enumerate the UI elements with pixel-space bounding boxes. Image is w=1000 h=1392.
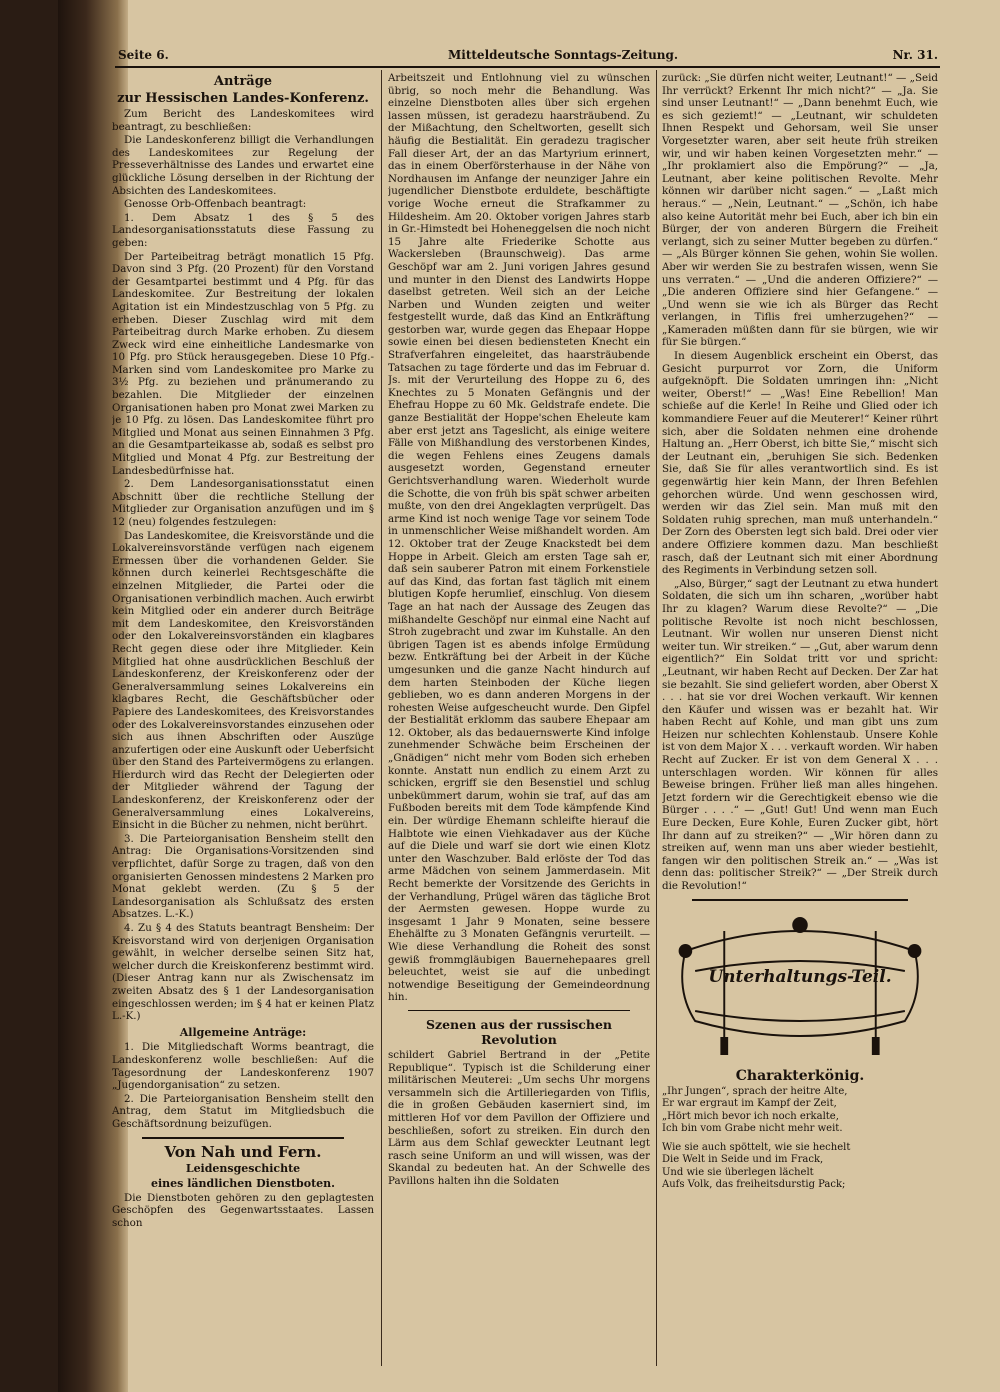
poem-line: Die Welt in Seide und im Frack, [662, 1154, 824, 1166]
poem-line: Er war ergraut im Kampf der Zeit, [662, 1098, 837, 1110]
article-subtitle-dienstboten: eines ländlichen Dienstboten. [151, 1176, 335, 1190]
issue-number: Nr. 31. [892, 48, 938, 62]
paragraph: Genosse Orb-Offenbach beantragt: [124, 198, 307, 211]
poem [662, 1086, 938, 1192]
column-2 [388, 72, 650, 1364]
paragraph: zurück: „Sie dürfen nicht weiter, Leutnant!“ — „Seid Ihr verrückt? Erkennt Ihr mich nicht?“ — „Ja. Sie sind unser Leutnant!“ — „Dann benehmt Euch, wie es sich geziemt!“ — „Leutnant, wir schuldeten Ihnen Respekt und Gehorsam, weil Sie unser Vorgesetzter waren, aber seit heute früh streiken wir, und wir haben keinen Vorgesetzten mehr.“ — „Ihr proklamiert also die Empörung?“ — „Ja, Leutnant, aber keine politischen Revolte. Mehr können wir darüber nicht sagen.“ — „Laßt mich heraus.“ — „Nein, Leutnant.“ — „Schön, ich habe also keine Autorität mehr bei Euch, aber ich bin ein Bürger, der von anderen Bürgern die Freiheit verlangt, sich zu seiner Mutter begeben zu dürfen.“ — „Als Bürger können Sie gehen, wohin Sie wollen. Aber wir werden Sie zu bestrafen wissen, wenn Sie uns verraten.“ — „Und die anderen Offiziere?“ — „Die anderen Offiziere sind hier Gefangene.“ — „Und wenn sie wie ich als Bürger das Recht verlangen, in Tiflis frei umherzugehen?“ — „Kameraden müßten dann für sie bürgen, wie wir für Sie bürgen.“ [662, 72, 938, 349]
column-rule-1 [381, 70, 382, 1366]
paragraph: 3. Die Parteiorganisation Bensheim stellt den Antrag: Die Organisations-Vorsitzenden sind verpflichtet, dafür Sorge zu tragen, daß von den organisierten Genossen mindestens 2 Marken pro Monat geklebt werden. (Zu § 5 der Landesorganisation als Schlußsatz des ersten Absatzes. L.-K.) [112, 832, 374, 921]
paragraph: „Also, Bürger,“ sagt der Leutnant zu etwa hundert Soldaten, die sich um ihn scharen, „worüber habt Ihr zu klagen? Warum diese Revolte?“ — „Die politische Revolte ist noch nicht beschlossen, Leutnant. Wir wollen nur unseren Dienst nicht weiter tun. Wir streiken.“ — „Gut, aber warum denn eigentlich?“ Ein Soldat tritt vor und spricht: „Leutnant, wir haben Recht auf Decken. Der Zar hat sie bezahlt. Sie sind geliefert worden, aber Oberst X . . . hat sie vor drei Wochen verkauft. Wir kennen den Käufer und wissen was er bezahlt hat. Wir haben Recht auf Kohle, und man gibt uns zum Heizen nur schlechten Kohlenstaub. Unsere Kohle ist von dem Major X . . . verkauft worden. Wir haben Recht auf Zucker. Er ist von dem General X . . . unterschlagen worden. Wir können für alles Beweise bringen. Früher ließ man alles hingehen. Jetzt fordern wir die Gerechtigkeit ebenso wie die Bürger . . . .“ — „Gut! Gut! Und wenn man Euch Eure Decken, Eure Kohle, Euren Zucker gibt, hört Ihr dann auf zu streiken?“ — „Wir hören dann zu streiken auf, wenn man uns aber wieder bestiehlt, fangen wir den politischen Streik an.“ — „Was ist denn das: politischer Streik?“ — „Der Streik durch die Revolution!“ [662, 577, 938, 892]
paragraph: Der Parteibeitrag beträgt monatlich 15 Pfg. Davon sind 3 Pfg. (20 Prozent) für den Vorstand der Gesamtpartei bestimmt und 4 Pfg. für das Landeskomitee. Zur Bestreitung der lokalen Agitation ist ein Mindestzuschlag von 5 Pfg. zu erheben. Dieser Zuschlag wird mit dem Parteibeitrag durch Marke erhoben. Zu diesem Zweck wird eine einheitliche Landesmarke von 10 Pfg. pro Stück herausgegeben. Diese 10 Pfg.-Marken sind vom Landeskomitee pro Marke zu 3½ Pfg. zu beziehen und pränumerando zu bezahlen. Die Mitglieder der einzelnen Organisationen haben pro Monat zwei Marken zu je 10 Pfg. zu lösen. Das Landeskomitee führt pro Mitglied und Monat aus seinen Einnahmen 3 Pfg. an die Gesamtparteikasse ab, sodaß es selbst pro Mitglied und Monat 4 Pfg. zur Bestreitung der Landesbedürfnisse hat. [112, 250, 374, 477]
poem-line: „Ihr Jungen“, sprach der heitre Alte, [662, 1085, 848, 1097]
section-title-von-nah-und-fern: Von Nah und Fern. [164, 1142, 322, 1161]
paragraph: 2. Dem Landesorganisationsstatut einen Abschnitt über die rechtliche Stellung der Mitglieder zur Organisation anzufügen und im § 12 (neu) folgendes festzulegen: [112, 478, 374, 528]
paragraph: 2. Die Parteiorganisation Bensheim stellt den Antrag, dem Statut im Mitgliedsbuch die Geschäftsordnung beizufügen. [112, 1092, 374, 1130]
column-rule-2 [656, 70, 657, 1366]
paragraph: Das Landeskomitee, die Kreisvorstände und die Lokalvereinsvorstände verfügen nach eigenem Ermessen über die vorhandenen Gelder. Sie können durch keinerlei Rechtsgeschäfte die einzelnen Mitglieder, die Partei oder die Organisationen verbindlich machen. Auch erwirbt kein Mitglied oder ein anderer durch Beiträge mit dem Landeskomitee, den Kreisvorständen oder den Lokalvereinsvorständen ein klagbares Recht gegen diese oder ihre Mitglieder. Kein Mitglied hat ohne ausdrücklichen Beschluß der Landeskonferenz, der Kreiskonferenz oder der Generalversammlung seines Lokalvereins ein klagbares Recht, die Geschäftsbücher oder Papiere des Landeskomitees, des Kreisvorstandes oder des Lokalvereinsvorstandes einzusehen oder sich aus ihnen Abschriften oder Auszüge anzufertigen oder eine Auskunft oder Ueberfsicht über den Stand des Parteivermögens zu erlangen. Hierdurch wird das Recht der Delegierten oder der Mitglieder während der Tagung der Landeskonferenz, der Kreiskonferenz oder der Generalversammlung eines Lokalvereins, Einsicht in die Bücher zu nehmen, nicht berührt. [112, 529, 374, 832]
column-1 [112, 72, 374, 1364]
subheading-allgemeine-antraege: Allgemeine Anträge: [179, 1025, 307, 1039]
article-title-antraege: Anträge [213, 74, 273, 89]
section-divider [408, 1010, 630, 1011]
paragraph: schildert Gabriel Bertrand in der „Petite Republique“. Typisch ist die Schilderung einer militärischen Meuterei: „Um sechs Uhr morgens versammeln sich die Artilleriegarden von Tiflis, die in großen Gebäuden kaserniert sind, im mittleren Hof vor dem Pavillon der Offiziere und beschließen, sofort zu streiken. Ein durch den Lärm aus dem Schlaf geweckter Leutnant legt rasch seine Uniform an und will wissen, was der Skandal zu bedeuten hat. An der Schwelle des Pavillons halten ihn die Soldaten [388, 1048, 650, 1187]
header-rule [115, 66, 940, 68]
section-divider [692, 899, 908, 901]
newspaper-title: Mitteldeutsche Sonntags-Zeitung. [448, 48, 679, 62]
paragraph: 4. Zu § 4 des Statuts beantragt Bensheim: Der Kreisvorstand wird von derjenigen Organisation gewählt, in welcher derselbe seinen Sitz hat, welcher durch die Kreiskonferenz bestimmt wird. (Dieser Antrag kann nur als Zwischensatz im zweiten Absatz des § 1 der Landesorganisation eingeschlossen werden; im § 4 hat er keinen Platz L.-K.) [112, 922, 374, 1023]
poem-line: Wie sie auch spöttelt, wie sie hechelt [662, 1141, 851, 1153]
article-subtitle-landeskonferenz: zur Hessischen Landes-Konferenz. [117, 91, 369, 106]
section-title-russische-revolution: Szenen aus der russischen Revolution [425, 1016, 613, 1047]
poem-line: Aufs Volk, das freiheitsdurstig Pack; [662, 1179, 846, 1191]
paragraph: Die Dienstboten gehören zu den geplagtesten Geschöpfen des Gegenwartsstaates. Lassen schon [112, 1191, 374, 1229]
article-title-leidensgeschichte: Leidensgeschichte [185, 1161, 301, 1175]
poem-line: Ich bin vom Grabe nicht mehr weit. [662, 1123, 843, 1135]
paragraph: 1. Die Mitgliedschaft Worms beantragt, die Landeskonferenz wolle beschließen: Auf die Tagesordnung der Landeskonferenz 1907 „Jugendorganisation“ zu setzen. [112, 1041, 374, 1092]
column-3 [662, 72, 938, 1364]
poem-line: Und wie sie überlegen lächelt [662, 1166, 814, 1178]
paragraph: In diesem Augenblick erscheint ein Oberst, das Gesicht purpurrot vor Zorn, die Uniform aufgeknöpft. Die Soldaten umringen ihn: „Nicht weiter, Oberst!“ — „Was! Eine Rebellion! Man schieße auf die Kerle! In Reihe und Glied oder ich kommandiere Feuer auf die Meuterer!“ Keiner rührt sich, aber die Soldaten nehmen eine drohende Haltung an. „Herr Oberst, ich bitte Sie,“ mischt sich der Leutnant ein, „beruhigen Sie sich. Bedenken Sie, daß Sie für alles verantwortlich sind. Es ist gegenwärtig hier kein Mann, der Ihren Befehlen gehorchen würde. Und wenn geschossen wird, werden wir das Ziel sein. Man muß mit den Soldaten ruhig sprechen, man muß unterhandeln.“ Der Zorn des Obersten legt sich bald. Drei oder vier andere Offiziere kommen dazu. Man beschließt rasch, daß der Leutnant sich mit einer Abordnung des Regiments in Verbindung setzen soll. [662, 350, 938, 577]
page-number: Seite 6. [118, 48, 169, 62]
unterhaltungs-teil-ornament [666, 911, 934, 1061]
poem-title-charakterkoenig: Charakterkönig. [735, 1067, 865, 1084]
paragraph: Arbeitszeit und Entlohnung viel zu wünschen übrig, so noch mehr die Behandlung. Was einzelne Dienstboten alles über sich ergehen lassen müssen, ist geradezu haarsträubend. Zu der Mißachtung, den Scheltworten, gesellt sich häufig die Bestialität. Ein geradezu tragischer Fall dieser Art, der an das Martyrium erinnert, das in einem Oberförsterhause in der Nähe von Nordhausen im Anfange der neunziger Jahre ein jugendlicher Dienstbote erduldete, beschäftigte vorige Woche erneut die Strafkammer zu Hildesheim. Am 20. Oktober vorigen Jahres starb in Gr.-Himstedt bei Hoheneggelsen die noch nicht 15 Jahre alte Friederike Schotte aus Wackersleben (Braunschweig). Das arme Geschöpf war am 2. Juni vorigen Jahres gesund und munter in den Dienst des Landwirts Hoppe daselbst getreten. Weil sich an der Leiche Narben und Wunden zeigten und weiter festgestellt wurde, daß das Kind an Entkräftung gestorben war, wurde gegen das Ehepaar Hoppe sowie einen bei diesen bediensteten Knecht ein Strafverfahren eingeleitet, das haarsträubende Tatsachen zu tage förderte und das im Februar d. Js. mit der Verurteilung des Hoppe zu 6, des Knechtes zu 5 Monaten Gefängnis und der Ehefrau Hoppe zu 60 Mk. Geldstrafe endete. Die ganze Bestialität der Hoppe'schen Eheleute kam aber erst jetzt ans Tageslicht, als einige weitere Fälle von Mißhandlung des verstorbenen Kindes, die wegen Fehlens eines Zeugens damals ausgesetzt worden, Gegenstand erneuter Gerichtsverhandlung waren. Wiederholt wurde die Schotte, die von früh bis spät schwer arbeiten mußte, von den drei Angeklagten verprügelt. Das arme Kind ist noch wenige Tage vor seinem Tode in unmenschlicher Weise mißhandelt worden. Am 12. Oktober trat der Zeuge Knackstedt bei dem Hoppe in Arbeit. Gleich am ersten Tage sah er, daß sein sauberer Patron mit einem Forkenstiele auf das Kind, das fortan fast täglich mit einem blutigen Kopfe herumlief, einschlug. Von diesem Tage an hat nach der Aussage des Zeugen das mißhandelte Geschöpf nur einmal eine Nacht auf Stroh zugebracht und zwar im Kuhstalle. An den übrigen Tagen ist es abends infolge Ermüdung bezw. Entkräftung bei der Arbeit in der Küche umgesunken und die ganze Nacht hindurch auf dem harten Steinboden der Küche liegen geblieben, wo es dann anderen Morgens in der rohesten Weise aufgescheucht wurde. Den Gipfel der Bestialität erklomm das saubere Ehepaar am 12. Oktober, als das bedauernswerte Kind infolge zunehmender Schwäche beim Erscheinen der „Gnädigen“ nicht mehr vom Boden sich erheben konnte. Anstatt nun endlich zu einem Arzt zu schicken, ergriff sie den Besenstiel und schlug unbekümmert darum, wohin sie traf, auf das am Fußboden bereits mit dem Tode kämpfende Kind ein. Der würdige Ehemann schleifte hierauf die Halbtote wie einen Viehkadaver aus der Küche auf die Diele und warf sie dort wie einen Klotz unter den Waschzuber. Bald erlöste der Tod das arme Mädchen von seinem Jammerdasein. Mit Recht bemerkte der Vorsitzende des Gerichts in der Verhandlung, Prügel wären das tägliche Brot der Aermsten gewesen. Hoppe wurde zu insgesamt 1 Jahr 9 Monaten, seine bessere Ehehälfte zu 3 Monaten Gefängnis verurteilt. — Wie diese Verhandlung die Roheit des sonst gewiß frommgläubigen Bauernehepaares grell beleuchtet, weist sie auf die unbedingt notwendige Beseitigung der Gemeindeordnung hin. [388, 72, 650, 1004]
paragraph: Die Landeskonferenz billigt die Verhandlungen des Landeskomitees zur Regelung der Presseverhältnisse des Landes und erwartet eine glückliche Lösung derselben in der Richtung der Absichten des Landeskomitees. [112, 134, 374, 197]
section-title-unterhaltungs-teil: Unterhaltungs-Teil. [708, 966, 892, 987]
poem-line: „Hört mich bevor ich noch erkalte, [662, 1110, 839, 1122]
paragraph: Zum Bericht des Landeskomitees wird beantragt, zu beschließen: [112, 108, 374, 133]
paragraph: 1. Dem Absatz 1 des § 5 des Landesorganisationsstatuts diese Fassung zu geben: [112, 211, 374, 249]
section-divider [142, 1137, 344, 1139]
